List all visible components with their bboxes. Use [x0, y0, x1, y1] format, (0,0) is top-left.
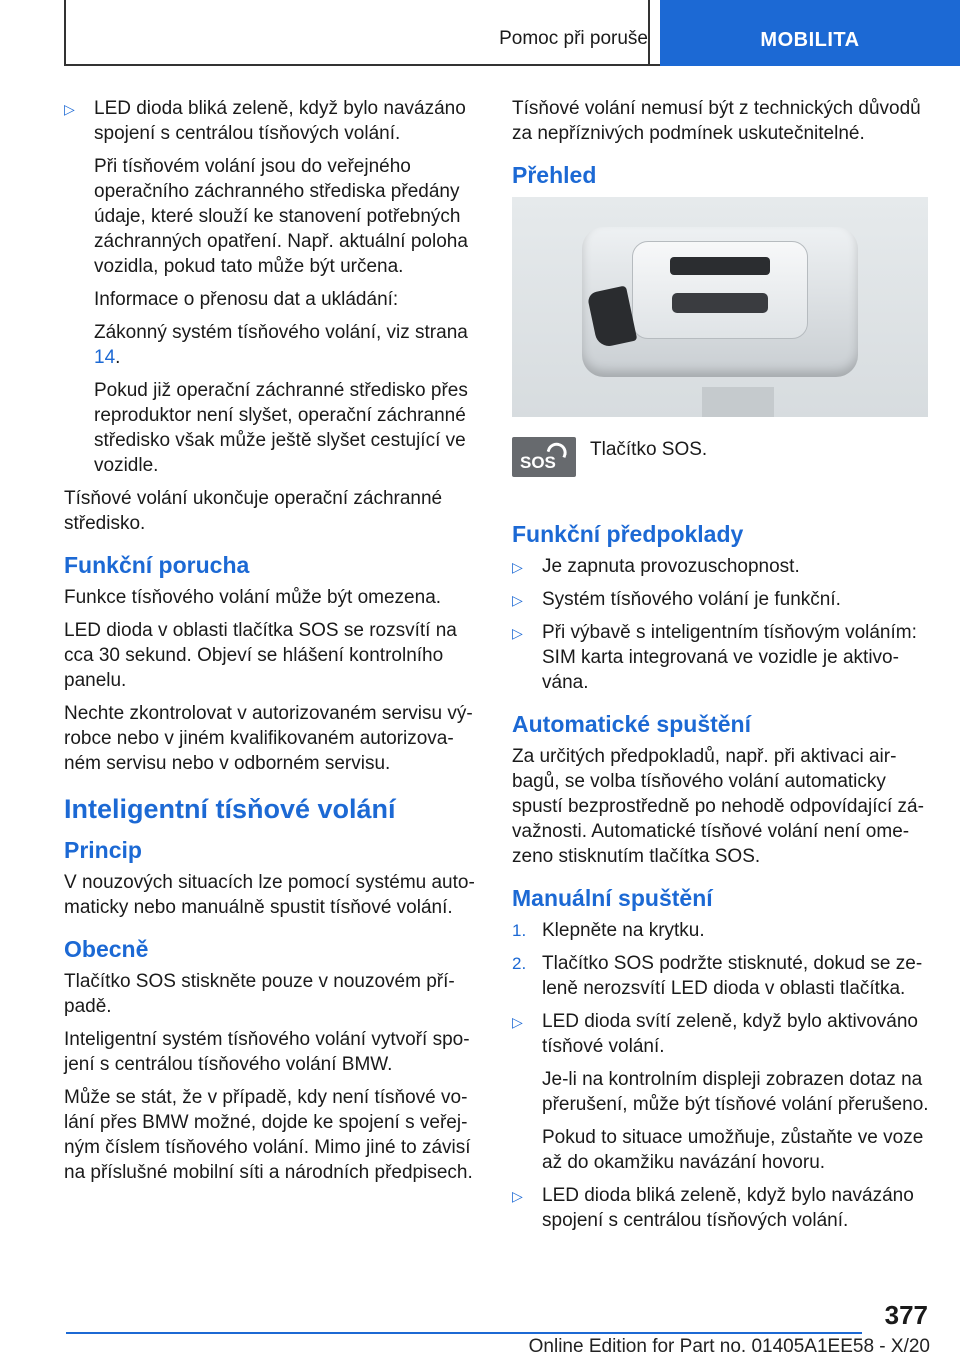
console-buttons [672, 293, 768, 313]
paragraph: V nouzových situacích lze pomocí systému automaticky nebo manuálně spustit tísňové volání. [64, 872, 475, 918]
section-heading: Manuální spuštění [512, 885, 713, 911]
sos-legend [512, 437, 930, 497]
list-item: ▷ LED dioda bliká zeleně, když bylo navázáno spojení s centrálou tísňových volání. [64, 98, 466, 144]
paragraph: Pokud to situace umožňuje, zůstaňte ve voze až do okamžiku navázání hovoru. [542, 1127, 924, 1173]
footer-rule [66, 1332, 862, 1334]
paragraph: Může se stát, že v případě, kdy není tísňové volání přes BMW možné, dojde ke spojení s veřejným číslem tísňového volání. Mimo jiné to závisí na příslušné mobilní síti a národních předpisech. [64, 1087, 473, 1183]
triangle-bullet-icon: ▷ [512, 592, 523, 608]
header-divider [64, 0, 66, 66]
section-tab[interactable]: MOBILITA [660, 0, 960, 66]
paragraph: Inteligentní systém tísňového volání vytvoří spojení s centrálou tísňového volání BMW. [64, 1029, 470, 1075]
sos-button-icon: SOS [512, 437, 576, 477]
paragraph: LED dioda v oblasti tlačítka SOS se rozsvítí na cca 30 sekund. Objeví se hlášení kontrolního panelu. [64, 620, 457, 691]
header-divider [648, 0, 650, 66]
page-header [0, 0, 960, 66]
section-heading: Automatické spuštění [512, 711, 751, 737]
console-indicator-strip [670, 257, 770, 275]
chapter-heading: Inteligentní tísňové volání [64, 794, 396, 824]
paragraph: Tlačítko SOS stiskněte pouze v nouzovém případě. [64, 971, 455, 1017]
paragraph: Zákonný systém tísňového volání, viz strana 14. [94, 322, 468, 368]
overhead-console-photo [512, 197, 928, 417]
right-column [512, 96, 930, 1241]
paragraph: Tísňové volání ukončuje operační záchranné středisko. [64, 488, 443, 534]
paragraph: Funkce tísňového volání může být omezena. [64, 587, 442, 608]
edition-note: Online Edition for Part no. 01405A1EE58 - X/20 [528, 1336, 930, 1357]
paragraph: Nechte zkontrolovat v autorizovaném servisu výrobce nebo v jiném kvalifikovaném autorizovaném servisu nebo v odborném servisu. [64, 703, 473, 774]
triangle-bullet-icon: ▷ [512, 559, 523, 575]
triangle-bullet-icon: ▷ [512, 1014, 523, 1030]
console-mount [702, 387, 774, 417]
triangle-bullet-icon: ▷ [512, 1188, 523, 1204]
section-heading: Princip [64, 837, 142, 863]
section-heading: Funkční porucha [64, 552, 250, 578]
section-heading: Funkční předpoklady [512, 521, 744, 547]
list-item: ▷ Při výbavě s inteligentním tísňovým voláním: SIM karta integrovaná ve vozidle je aktivována. [512, 622, 917, 693]
numbered-step: 2. Tlačítko SOS podržte stisknuté, dokud se zeleně nerozsvítí LED dioda v oblasti tlačítka. [512, 953, 923, 999]
sos-legend-label: Tlačítko SOS. [590, 439, 708, 460]
paragraph: Je-li na kontrolním displeji zobrazen dotaz na přerušení, může být tísňové volání přerušeno. [542, 1069, 929, 1115]
chapter-title: Pomoc při poruše [499, 28, 648, 49]
section-heading: Obecně [64, 936, 149, 962]
triangle-bullet-icon: ▷ [64, 101, 75, 117]
paragraph: Při tísňovém volání jsou do veřejného operačního záchranného střediska předány údaje, které slouží ke stanovení potřebných záchranných opatření. Např. aktuální poloha vozidla, pokud tato může být určena. [94, 156, 468, 277]
paragraph: Tísňové volání nemusí být z technických důvodů za nepříznivých podmínek uskutečnitelné. [512, 98, 921, 144]
list-item: ▷ Je zapnuta provozuschopnost. [512, 554, 930, 579]
numbered-step: 1. Klepněte na krytku. [512, 920, 705, 941]
paragraph: Informace o přenosu dat a ukládání: [94, 289, 399, 310]
paragraph: Za určitých předpokladů, např. při aktivaci airbagů, se volba tísňového volání automaticky spustí bezprostředně po nehodě odpovídající závažnosti. Automatické tísňové volání není omezeno stisknutím tlačítka SOS. [512, 746, 924, 867]
page-number: 377 [884, 1300, 928, 1330]
console-inner [632, 241, 808, 339]
list-item: ▷ LED dioda svítí zeleně, když bylo aktivováno tísňové volání. [512, 1011, 918, 1057]
list-item: ▷ Systém tísňového volání je funkční. [512, 587, 930, 612]
triangle-bullet-icon: ▷ [512, 625, 523, 641]
left-column [64, 96, 478, 1193]
section-heading: Přehled [512, 162, 597, 188]
paragraph: Pokud již operační záchranné středisko přes reproduktor není slyšet, operační záchranné středisko však může ještě slyšet cestující ve vozidle. [94, 380, 468, 476]
list-item: ▷ LED dioda bliká zeleně, když bylo navázáno spojení s centrálou tísňových volání. [512, 1185, 914, 1231]
page-link[interactable]: 14 [94, 347, 116, 368]
